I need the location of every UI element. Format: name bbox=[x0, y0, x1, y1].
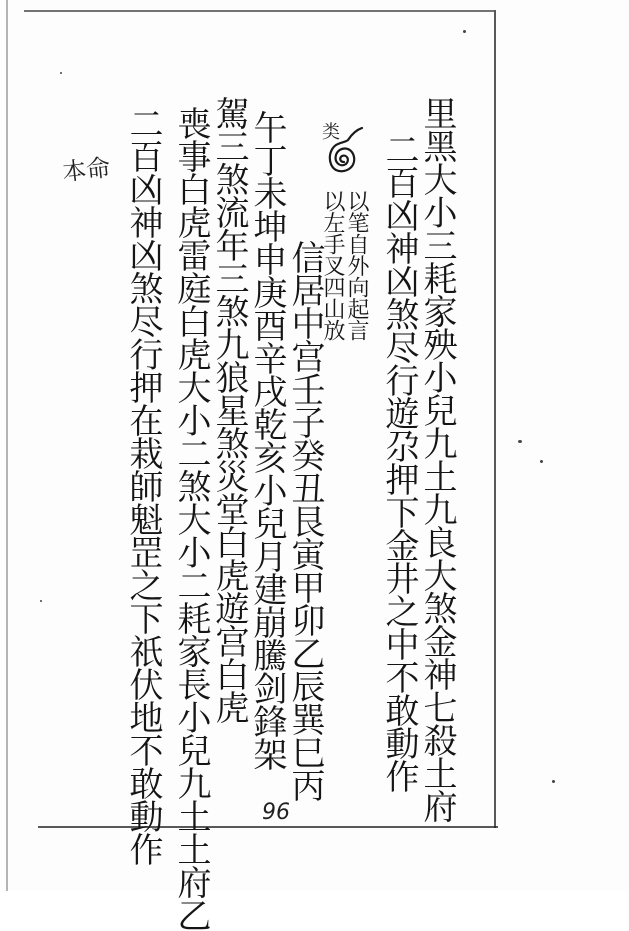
scan-speck bbox=[60, 72, 62, 74]
scan-speck bbox=[552, 780, 555, 783]
text-column-4: 以左手叉四山放 bbox=[320, 190, 345, 341]
text-column-9: 二百凶神凶煞尽行押在栽師魁罡之下祇伏地不敢動作 bbox=[123, 106, 163, 865]
margin-note-benming: 本命 bbox=[60, 153, 112, 187]
page-edge-top bbox=[24, 10, 494, 12]
text-column-3: 以笔自外向起言 bbox=[344, 190, 369, 341]
annotation-lei: 类 bbox=[322, 122, 340, 143]
text-column-1: 里黑大小三耗家殃小兒九土九良大煞金神七殺土府 bbox=[417, 96, 457, 822]
page-edge-bottom bbox=[38, 826, 498, 828]
scan-speck bbox=[463, 30, 466, 33]
text-column-7: 駕三煞流年三煞九狼星煞災堂白虎遊宫白虎 bbox=[209, 96, 249, 723]
page-edge-left bbox=[6, 0, 8, 891]
scan-speck bbox=[40, 600, 42, 602]
scan-speck bbox=[518, 440, 522, 443]
text-column-6: 午丁未坤申庚酉辛戌乾亥小兒月建崩騰剑鋒架 bbox=[247, 110, 287, 770]
scan-speck bbox=[540, 460, 543, 463]
text-column-2: 二百凶神凶煞尽行遊尕押下金井之中不敢動作 bbox=[379, 132, 419, 792]
text-column-5: 信居中宫壬子癸丑艮寅甲卯乙辰巽巳丙 bbox=[285, 240, 325, 801]
page-number: 96 bbox=[262, 800, 290, 825]
page-edge-right bbox=[494, 10, 496, 828]
text-column-8: 喪事白虎雷庭白虎大小二煞大小二耗家長小兒九土土府乙 bbox=[171, 106, 211, 931]
